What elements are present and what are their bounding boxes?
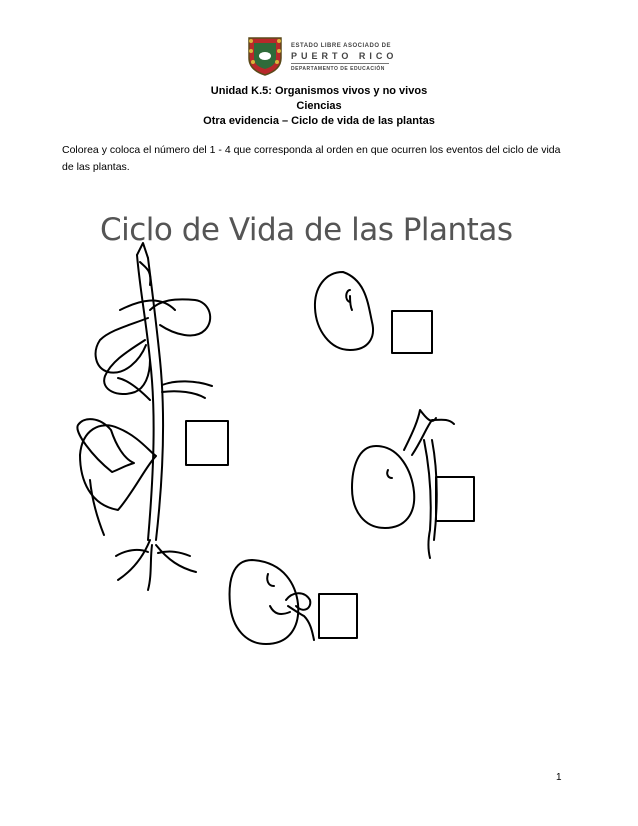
answer-box-seed[interactable] [392,311,432,353]
logo-text-departamento: DEPARTAMENTO DE EDUCACIÓN [291,66,385,72]
answer-box-seedling[interactable] [436,477,474,521]
puerto-rico-seal-icon [243,36,287,76]
germinating-seed-drawing [230,560,314,644]
unit-title: Unidad K.5: Organismos vivos y no vivos [210,85,428,97]
seed-drawing [315,272,373,350]
worksheet-title: Ciclo de Vida de las Plantas [100,212,513,248]
department-logo [243,36,398,76]
plant-life-cycle-illustration [0,195,638,665]
logo-text-estado: ESTADO LIBRE ASOCIADO DE [291,43,392,49]
document-header [0,84,638,129]
seedling-drawing [352,410,454,558]
instructions-text: Colorea y coloca el número del 1 - 4 que corresponda al orden en que ocurren los eventos del ciclo de vida de las plantas. [62,144,561,173]
evidence-title: Otra evidencia – Ciclo de vida de las plantas [203,115,435,127]
logo-divider [291,63,389,64]
subject-title: Ciencias [296,100,342,112]
page-number: 1 [556,772,562,783]
answer-box-plant[interactable] [186,421,228,465]
logo-text-puerto-rico: PUERTO RICO [291,51,398,61]
sprouting-plant-drawing [77,243,212,590]
answer-box-germination[interactable] [319,594,357,638]
